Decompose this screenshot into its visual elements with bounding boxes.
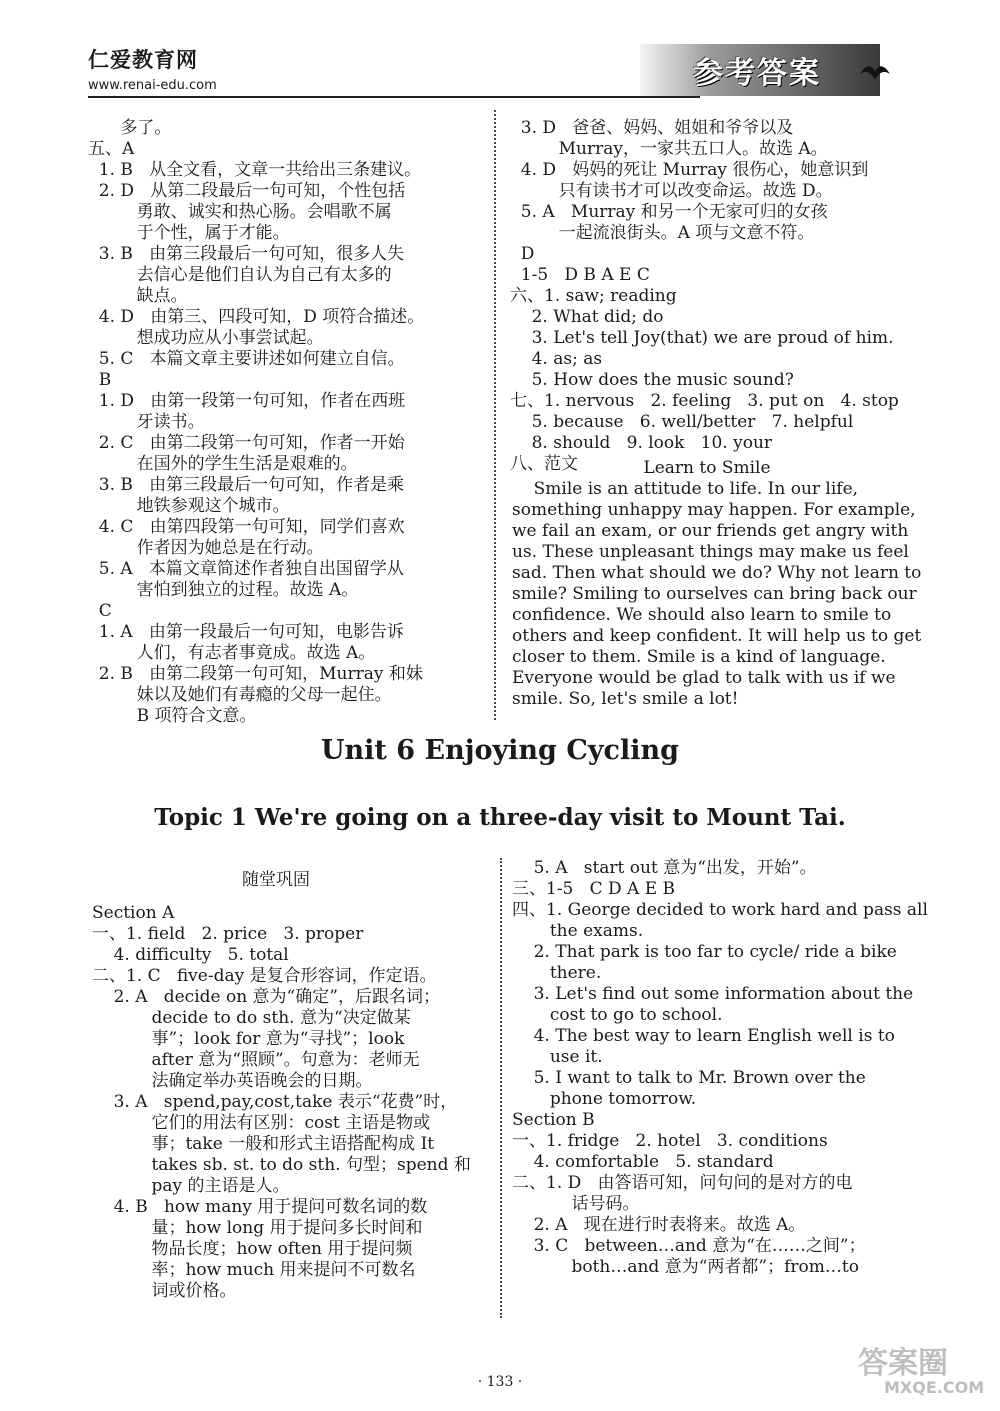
answer-line: sad. Then what should we do? Why not learn to xyxy=(512,563,922,583)
topic-title: Topic 1 We're going on a three-day visit to Mount Tai. xyxy=(154,804,846,831)
answer-line: 勇敢、诚实和热心肠。会唱歌不属 xyxy=(88,202,392,222)
site-name: 仁爱教育网 xyxy=(88,47,198,72)
answer-line: the exams. xyxy=(512,921,644,941)
answer-line: 地铁参观这个城市。 xyxy=(88,496,290,516)
answer-line: after 意为“照顾”。句意为：老师无 xyxy=(92,1050,420,1070)
answer-line: B 项符合文意。 xyxy=(88,706,257,726)
answers-bottom-right xyxy=(512,858,932,1278)
answer-line: 3. B 由第三段最后一句可知，作者是乘 xyxy=(88,475,405,495)
answer-line: 2. B 由第二段第一句可知，Murray 和妹 xyxy=(88,664,423,684)
answer-line: 1. A 由第一段最后一句可知，电影告诉 xyxy=(88,622,404,642)
answer-line: use it. xyxy=(512,1047,603,1067)
answer-line: something unhappy may happen. For example, xyxy=(512,500,916,520)
answer-line: 5. A start out 意为“出发，开始”。 xyxy=(512,858,817,878)
answer-line: 4. as; as xyxy=(510,349,603,369)
answers-top-left xyxy=(88,118,488,727)
answer-line: 5. C 本篇文章主要讲述如何建立自信。 xyxy=(88,349,405,369)
answer-line: 法确定举办英语晚会的日期。 xyxy=(92,1071,373,1091)
answers-bottom-left xyxy=(92,870,492,1302)
answer-line: pay 的主语是人。 xyxy=(92,1176,290,1196)
column-divider xyxy=(494,110,496,720)
answer-line: 二、1. D 由答语可知，问句问的是对方的电 xyxy=(512,1173,853,1193)
answer-line: 5. A 本篇文章简述作者独自出国留学从 xyxy=(88,559,404,579)
answer-line: others and keep confident. It will help us to get xyxy=(512,626,922,646)
answer-line: 4. D 妈妈的死让 Murray 很伤心，她意识到 xyxy=(510,160,869,180)
answer-line: 人们，有志者事竟成。故选 A。 xyxy=(88,643,376,663)
answer-line: Everyone would be glad to talk with us if we xyxy=(512,668,896,688)
site-url: www.renai-edu.com xyxy=(88,78,217,93)
answer-line: Section A xyxy=(92,903,175,923)
answer-line: 七、1. nervous 2. feeling 3. put on 4. stop xyxy=(510,391,899,411)
answer-line: 物品长度；how often 用于提问频 xyxy=(92,1239,413,1259)
page-number: · 133 · xyxy=(477,1374,523,1390)
bird-logo-icon xyxy=(858,60,892,86)
answer-line: D xyxy=(510,244,535,264)
answer-line: B xyxy=(88,370,112,390)
answer-line: 4. difficulty 5. total xyxy=(92,945,289,965)
answer-line: 它们的用法有区别：cost 主语是物或 xyxy=(92,1113,431,1133)
answer-line: 八、范文 xyxy=(510,454,578,474)
answer-line: 4. B how many 用于提问可数名词的数 xyxy=(92,1197,428,1217)
answer-line: 5. I want to talk to Mr. Brown over the xyxy=(512,1068,866,1088)
header-rule xyxy=(88,96,700,98)
answer-line: us. These unpleasant things may make us feel xyxy=(512,542,909,562)
answer-line: closer to them. Smile is a kind of language. xyxy=(512,647,886,667)
answer-line: 五、A xyxy=(88,139,135,159)
answer-line: cost to go to school. xyxy=(512,1005,723,1025)
answer-line: 2. A decide on 意为“确定”，后跟名词； xyxy=(92,987,440,1007)
answer-line: smile. So, let's smile a lot! xyxy=(512,689,739,709)
answer-line: 3. Let's tell Joy(that) we are proud of him. xyxy=(510,328,894,348)
answer-line: Section B xyxy=(512,1110,595,1130)
answer-line: 四、1. George decided to work hard and pass all xyxy=(512,900,928,920)
answer-line: 牙读书。 xyxy=(88,412,205,432)
answer-line: we fail an exam, or our friends get angry with xyxy=(512,521,909,541)
answer-line: 4. The best way to learn English well is to xyxy=(512,1026,895,1046)
answer-line: 害怕到独立的过程。故选 A。 xyxy=(88,580,359,600)
model-essay xyxy=(512,458,922,710)
answer-line: 4. C 由第四段第一句可知，同学们喜欢 xyxy=(88,517,405,537)
answers-top-right xyxy=(510,118,930,475)
answer-line: 率；how much 用来提问不可数名 xyxy=(92,1260,416,1280)
answer-line: 想成功应从小事尝试起。 xyxy=(88,328,324,348)
answer-line: 妹以及她们有毒瘾的父母一起住。 xyxy=(88,685,392,705)
answer-line: 事”；look for 意为“寻找”；look xyxy=(92,1029,405,1049)
answer-line: 词或价格。 xyxy=(92,1281,237,1301)
practice-heading: 随堂巩固 xyxy=(242,870,310,890)
answer-line: 5. because 6. well/better 7. helpful xyxy=(510,412,854,432)
answer-line: 3. B 由第三段最后一句可知，很多人失 xyxy=(88,244,405,264)
answer-line: 三、1-5 C D A E B xyxy=(512,879,676,899)
answer-line: 事；take 一般和形式主语搭配构成 It xyxy=(92,1134,435,1154)
answer-line: 4. D 由第三、四段可知，D 项符合描述。 xyxy=(88,307,425,327)
answer-line: 1. D 由第一段第一句可知，作者在西班 xyxy=(88,391,406,411)
answer-line: takes sb. st. to do sth. 句型；spend 和 xyxy=(92,1155,471,1175)
answer-line: phone tomorrow. xyxy=(512,1089,697,1109)
answer-line: 3. A spend,pay,cost,take 表示“花费”时， xyxy=(92,1092,458,1112)
answer-line: there. xyxy=(512,963,602,983)
answer-line: 5. How does the music sound? xyxy=(510,370,794,390)
answer-line: 二、1. C five-day 是复合形容词，作定语。 xyxy=(92,966,437,986)
answer-line: 于个性，属于才能。 xyxy=(88,223,290,243)
column-divider xyxy=(500,858,502,1318)
answer-line: confidence. We should also learn to smile to xyxy=(512,605,892,625)
answer-line: 缺点。 xyxy=(88,286,188,306)
answer-line: 话号码。 xyxy=(512,1194,640,1214)
answer-line: 3. D 爸爸、妈妈、姐姐和爷爷以及 xyxy=(510,118,794,138)
answer-line: 作者因为她总是在行动。 xyxy=(88,538,324,558)
answer-line: 2. That park is too far to cycle/ ride a bike xyxy=(512,942,897,962)
answer-line: 3. Let's find out some information about the xyxy=(512,984,914,1004)
answer-line: 3. C between…and 意为“在……之间”； xyxy=(512,1236,866,1256)
watermark-logo: 答案圈 xyxy=(858,1346,948,1381)
essay-title: Learn to Smile xyxy=(643,458,771,478)
answer-line: 只有读书才可以改变命运。故选 D。 xyxy=(510,181,833,201)
answer-line: 一、1. fridge 2. hotel 3. conditions xyxy=(512,1131,828,1151)
answer-line: 一、1. field 2. price 3. proper xyxy=(92,924,364,944)
answer-line: 一起流浪街头。A 项与文意不符。 xyxy=(510,223,815,243)
answer-line: 量；how long 用于提问多长时间和 xyxy=(92,1218,423,1238)
unit-title: Unit 6 Enjoying Cycling xyxy=(321,735,679,766)
answer-line: 4. comfortable 5. standard xyxy=(512,1152,774,1172)
answer-line: 8. should 9. look 10. your xyxy=(510,433,773,453)
answer-line: 1. B 从全文看，文章一共给出三条建议。 xyxy=(88,160,422,180)
answer-line: 去信心是他们自认为自己有太多的 xyxy=(88,265,392,285)
answer-line: 1-5 D B A E C xyxy=(510,265,650,285)
answer-line: 5. A Murray 和另一个无家可归的女孩 xyxy=(510,202,828,222)
banner-title: 参考答案 xyxy=(693,56,821,91)
answer-line: decide to do sth. 意为“决定做某 xyxy=(92,1008,411,1028)
watermark-url: MXQE.COM xyxy=(884,1378,985,1397)
answer-line: Murray，一家共五口人。故选 A。 xyxy=(510,139,828,159)
answer-line: 2. What did; do xyxy=(510,307,664,327)
answer-line: 2. D 从第二段最后一句可知，个性包括 xyxy=(88,181,406,201)
answer-line: 2. C 由第二段第一句可知，作者一开始 xyxy=(88,433,405,453)
answer-line: 2. A 现在进行时表将来。故选 A。 xyxy=(512,1215,806,1235)
answer-line: 六、1. saw; reading xyxy=(510,286,677,306)
answer-line: 在国外的学生生活是艰难的。 xyxy=(88,454,358,474)
answer-line: both…and 意为“两者都”；from…to xyxy=(512,1257,859,1277)
answer-line: Smile is an attitude to life. In our life, xyxy=(512,479,859,499)
answer-line: 多了。 xyxy=(88,118,172,138)
answer-line: C xyxy=(88,601,112,621)
answer-line: smile? Smiling to ourselves can bring back our xyxy=(512,584,917,604)
